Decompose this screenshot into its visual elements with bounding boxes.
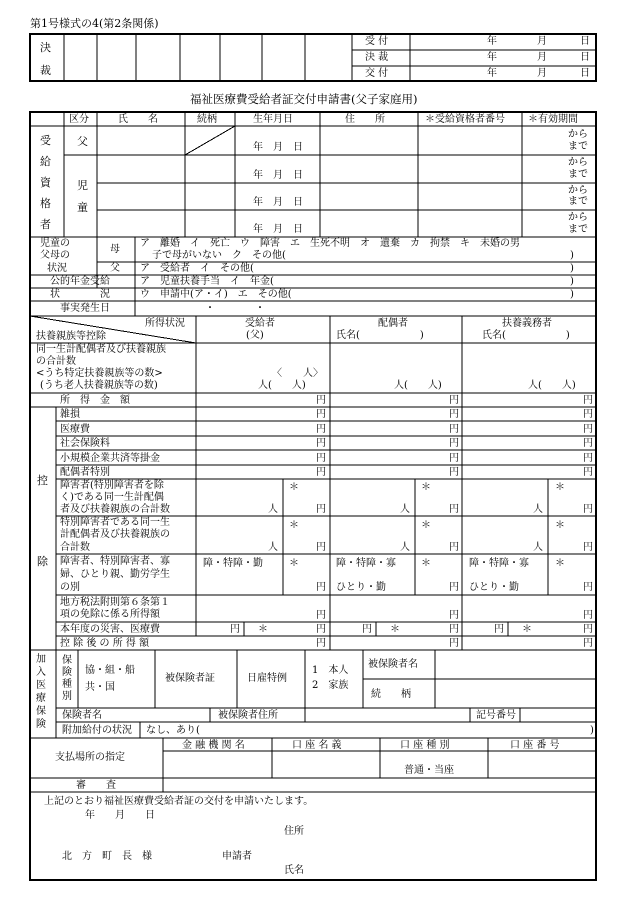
yen-marker: 円 — [583, 638, 593, 649]
special-line-1: 特別障害者である同一生 — [60, 517, 170, 528]
pension-options-1: ア 児童扶養手当 イ 年金( — [140, 276, 274, 287]
widow-options-supporter-2: ひとり・勤 — [469, 582, 519, 593]
income-amount-label: 所 得 金 額 — [60, 395, 130, 406]
yen-marker: 円 — [449, 424, 459, 435]
yen-marker: 円 — [316, 409, 326, 420]
insurance-side-6: 険 — [36, 719, 46, 730]
header-name: 氏 名 — [118, 114, 158, 125]
birth-date-child-1: 年 月 日 — [253, 170, 303, 181]
receipt-label: 受 付 — [365, 36, 389, 47]
birth-date-father: 年 月 日 — [253, 142, 303, 153]
symbol-number-label: 記号番号 — [476, 710, 516, 721]
spouse-dependents: 人( 人) — [394, 380, 442, 391]
family-option: 2 家族 — [312, 680, 349, 691]
disabled-line-3: 者及び扶養親族の合計数 — [60, 504, 170, 515]
widow-options-recipient: 障・特障・勤 — [203, 558, 263, 569]
deduction-casualty: 雑損 — [60, 409, 80, 420]
self-option: 1 本人 — [312, 665, 349, 676]
yen-marker: 円 — [449, 467, 459, 478]
pension-label-1: 公的年金受給 — [50, 276, 110, 287]
widow-options-spouse-1: 障・特障・寡 — [336, 558, 396, 569]
yen-marker: 円 — [583, 424, 593, 435]
deduction-social-insurance: 社会保険料 — [60, 438, 110, 449]
payment-label: 支払場所の指定 — [55, 752, 125, 763]
father-status-label: 父 — [110, 263, 120, 274]
special-line-3: 合計数 — [60, 542, 90, 553]
header-relation: 続柄 — [197, 114, 217, 125]
applicant-label: 申請者 — [222, 851, 252, 862]
yen-marker: 円 — [316, 438, 326, 449]
yen-marker: 円 — [316, 610, 326, 621]
person-marker: 人 — [533, 504, 543, 515]
asterisk-marker: ＊ — [522, 624, 532, 635]
yen-marker: 円 — [583, 467, 593, 478]
asterisk-marker: ＊ — [421, 520, 431, 531]
special-line-2: 計配偶者及び扶養親族の — [60, 529, 170, 540]
yen-marker: 円 — [494, 624, 504, 635]
address-label: 住所 — [284, 826, 304, 837]
holder-label: 保険者名 — [62, 710, 102, 721]
validity-to-1: まで — [568, 141, 588, 152]
recipient-father: (父) — [246, 330, 264, 341]
addressee: 北 方 町 長 様 — [62, 851, 152, 862]
yen-marker: 円 — [316, 453, 326, 464]
insurance-side-3: 医 — [36, 680, 46, 691]
eligible-side-3: 資 — [40, 176, 51, 189]
header-birth: 生年月日 — [253, 114, 293, 125]
income-status-header: 所得状況 — [145, 318, 185, 329]
asterisk-marker: ＊ — [289, 482, 299, 493]
person-marker: 人 — [268, 542, 278, 553]
disaster-label: 本年度の災害、医療費 — [60, 624, 160, 635]
after-deduction-label: 控 除 後 の 所 得 額 — [60, 638, 150, 649]
header-category: 区分 — [69, 114, 89, 125]
approval-label: 決 裁 — [365, 52, 389, 63]
yen-marker: 円 — [449, 504, 459, 515]
pension-label-2: 状 況 — [50, 289, 110, 300]
type-label-4: 別 — [62, 691, 72, 702]
insured-address-label: 被保険者住所 — [218, 710, 278, 721]
validity-from-1: から — [568, 129, 588, 140]
declaration-text: 上記のとおり福祉医療費受給者証の交付を申請いたします。 — [44, 796, 314, 807]
insurance-side-1: 加 — [36, 654, 46, 665]
recipient-dependents: 人( 人) — [258, 380, 306, 391]
pension-options-2: ウ 申請中(ア・イ) エ その他( — [140, 289, 292, 300]
validity-to-4: まで — [568, 224, 588, 235]
yen-marker: 円 — [449, 624, 459, 635]
yen-marker: 円 — [316, 395, 326, 406]
issuance-day: 日 — [580, 68, 590, 79]
deduction-spouse-special: 配偶者特別 — [60, 467, 110, 478]
insurance-kinds-2: 共・国 — [85, 682, 115, 693]
issuance-year: 年 — [487, 68, 497, 79]
insured-name-label: 被保険者名 — [368, 659, 418, 670]
yen-marker: 円 — [583, 438, 593, 449]
account-type-value: 普通・当座 — [404, 765, 454, 776]
deduction-side-2: 除 — [37, 555, 48, 568]
deduction-side-1: 控 — [37, 474, 48, 487]
recipient-specific-open: 〈 — [272, 368, 282, 379]
father-category: 父 — [77, 135, 88, 148]
recipient-header: 受給者 — [245, 318, 275, 329]
validity-to-2: まで — [568, 169, 588, 180]
widow-options-spouse-2: ひとり・勤 — [336, 582, 386, 593]
type-label-1: 保 — [62, 655, 72, 666]
validity-from-3: から — [568, 185, 588, 196]
asterisk-marker: ＊ — [258, 624, 268, 635]
yen-marker: 円 — [316, 638, 326, 649]
approval-day: 日 — [580, 52, 590, 63]
asterisk-marker: ＊ — [555, 558, 565, 569]
yen-marker: 円 — [583, 409, 593, 420]
local-tax-line-1: 地方税法附則第６条第１ — [60, 597, 170, 608]
widow-line-1: 障害者、特別障害者、寡 — [60, 556, 170, 567]
person-marker: 人 — [533, 542, 543, 553]
widow-line-2: 婦、ひとり親、勤労学生 — [60, 569, 170, 580]
form-number: 第1号様式の4(第2条関係) — [30, 17, 159, 30]
approval-label-2: 裁 — [40, 64, 51, 77]
insurance-side-4: 療 — [36, 693, 46, 704]
issuance-month: 月 — [537, 68, 547, 79]
yen-marker: 円 — [362, 624, 372, 635]
supporter-name: 氏名( ) — [482, 330, 570, 341]
yen-marker: 円 — [449, 395, 459, 406]
disabled-line-2: く)である同一生計配偶 — [60, 492, 164, 503]
widow-line-3: の別 — [60, 582, 80, 593]
status-label-2: 父母の — [40, 250, 70, 261]
status-label-3: 状況 — [47, 263, 67, 274]
validity-to-3: まで — [568, 196, 588, 207]
receipt-day: 日 — [580, 36, 590, 47]
asterisk-marker: ＊ — [289, 558, 299, 569]
dependents-line-1: 同一生計配偶者及び扶養親族 — [36, 344, 166, 355]
supporter-header: 扶養義務者 — [502, 318, 552, 329]
spouse-header: 配偶者 — [378, 318, 408, 329]
asterisk-marker: ＊ — [555, 520, 565, 531]
yen-marker: 円 — [583, 504, 593, 515]
yen-marker: 円 — [316, 424, 326, 435]
validity-from-2: から — [568, 157, 588, 168]
additional-benefit-close: ) — [590, 725, 594, 736]
receipt-month: 月 — [537, 36, 547, 47]
account-number-header: 口 座 番 号 — [510, 740, 560, 751]
pension-close-2: ) — [570, 289, 574, 300]
yen-marker: 円 — [583, 395, 593, 406]
yen-marker: 円 — [583, 582, 593, 593]
yen-marker: 円 — [449, 582, 459, 593]
eligible-side-5: 者 — [40, 218, 51, 231]
asterisk-marker: ＊ — [555, 482, 565, 493]
header-address: 住 所 — [345, 114, 385, 125]
birth-date-child-2: 年 月 日 — [253, 197, 303, 208]
yen-marker: 円 — [449, 638, 459, 649]
yen-marker: 円 — [316, 542, 326, 553]
mother-options-1: ア 離婚 イ 死亡 ウ 障害 エ 生死不明 オ 遺棄 カ 拘禁 キ 未婚の男 — [140, 238, 520, 249]
yen-marker: 円 — [316, 582, 326, 593]
yen-marker: 円 — [583, 542, 593, 553]
validity-from-4: から — [568, 212, 588, 223]
event-date-dots: ・ ・ — [205, 303, 265, 314]
event-date-label: 事実発生日 — [60, 303, 110, 314]
yen-marker: 円 — [449, 438, 459, 449]
person-marker: 人 — [400, 542, 410, 553]
pension-close-1: ) — [570, 276, 574, 287]
page-title: 福祉医療費受給者証交付申請書(父子家庭用) — [190, 92, 418, 106]
bank-name-header: 金 融 機 関 名 — [182, 740, 245, 751]
widow-options-supporter-1: 障・特障・寡 — [469, 558, 529, 569]
approval-label-1: 決 — [40, 41, 51, 54]
application-date: 年 月 日 — [85, 810, 155, 821]
name-label: 氏名 — [284, 865, 304, 876]
status-label-1: 児童の — [40, 238, 70, 249]
insured-card-label: 被保険者証 — [165, 673, 215, 684]
father-options: ア 受給者 イ その他( — [140, 263, 254, 274]
insurance-kinds-1: 協・組・船 — [85, 665, 135, 676]
yen-marker: 円 — [316, 467, 326, 478]
deduction-header: 扶養親族等控除 — [36, 331, 106, 342]
local-tax-line-2: 項の免除に係る所得額 — [60, 609, 160, 620]
insurance-side-2: 入 — [36, 667, 46, 678]
asterisk-marker: ＊ — [421, 482, 431, 493]
day-worker-label: 日雇特例 — [247, 673, 287, 684]
account-type-header: 口 座 種 別 — [400, 740, 450, 751]
person-marker: 人 — [268, 504, 278, 515]
person-marker: 人 — [400, 504, 410, 515]
eligible-side-2: 給 — [40, 155, 51, 168]
dependents-line-3: <うち特定扶養親族等の数> — [36, 368, 163, 379]
yen-marker: 円 — [583, 624, 593, 635]
yen-marker: 円 — [449, 610, 459, 621]
yen-marker: 円 — [449, 542, 459, 553]
type-label-3: 種 — [62, 679, 72, 690]
recipient-specific-close: 人〉 — [303, 368, 323, 379]
approval-year: 年 — [487, 52, 497, 63]
approval-month: 月 — [537, 52, 547, 63]
issuance-label: 交 付 — [365, 68, 389, 79]
additional-benefit-label: 附加給付の状況 — [62, 725, 132, 736]
receipt-year: 年 — [487, 36, 497, 47]
eligible-side-4: 格 — [40, 197, 51, 210]
asterisk-marker: ＊ — [390, 624, 400, 635]
type-label-2: 険 — [62, 667, 72, 678]
yen-marker: 円 — [583, 610, 593, 621]
mother-close: ) — [570, 250, 574, 261]
supporter-dependents: 人( 人) — [528, 380, 576, 391]
header-validity: ＊有効期間 — [528, 114, 578, 125]
additional-benefit-value: なし、あり( — [146, 725, 200, 736]
father-close: ) — [570, 263, 574, 274]
birth-date-child-3: 年 月 日 — [253, 224, 303, 235]
yen-marker: 円 — [583, 453, 593, 464]
deduction-medical: 医療費 — [60, 424, 90, 435]
eligible-side-1: 受 — [40, 134, 51, 147]
yen-marker: 円 — [316, 624, 326, 635]
disabled-line-1: 障害者(特別障害者を除 — [60, 480, 164, 491]
child-category-1: 児 — [77, 179, 88, 192]
mother-options-2: 子で母がいない ク その他( — [152, 250, 286, 261]
dependents-line-2: の合計数 — [36, 356, 76, 367]
yen-marker: 円 — [230, 624, 240, 635]
yen-marker: 円 — [449, 453, 459, 464]
deduction-small-business: 小規模企業共済等掛金 — [60, 453, 160, 464]
dependents-line-4: (うち老人扶養親族等の数) — [40, 380, 158, 391]
account-name-header: 口 座 名 義 — [292, 740, 342, 751]
asterisk-marker: ＊ — [289, 520, 299, 531]
mother-label: 母 — [110, 244, 120, 255]
insurance-side-5: 保 — [36, 706, 46, 717]
yen-marker: 円 — [316, 504, 326, 515]
header-recipient-no: ＊受給資格者番号 — [425, 114, 505, 125]
asterisk-marker: ＊ — [421, 558, 431, 569]
review-label: 審 査 — [76, 780, 116, 791]
spouse-name: 氏名( ) — [336, 330, 424, 341]
child-category-2: 童 — [77, 201, 88, 214]
relation-label: 続 柄 — [371, 689, 411, 700]
yen-marker: 円 — [449, 409, 459, 420]
